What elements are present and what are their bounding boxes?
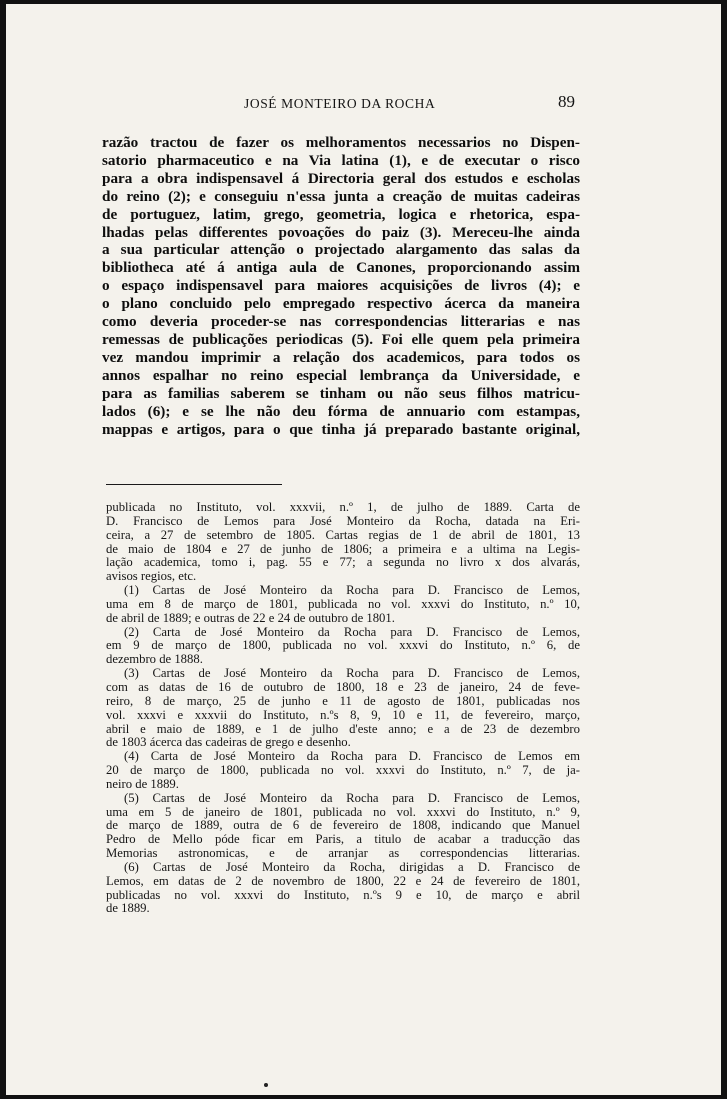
footnote-line: de março de 1889, outra de 6 de fevereiro de 1808, indicando que Manuel [106,818,580,833]
book-page [6,4,721,1095]
body-line: o plano concluido pelo empregado respectivo ácerca da maneira [102,295,580,313]
footnote-line: ceira, a 27 de setembro de 1805. Cartas regias de 1 de abril de 1801, 13 [106,527,580,542]
body-line: o espaço indispensavel para maiores acquisições de livros (4); e [102,277,580,295]
body-line: satorio pharmaceutico e na Via latina (1), e de executar o risco [102,151,580,169]
body-line: do reino (2); e conseguiu n'essa junta a creação de muitas cadeiras [102,187,580,205]
footnote-line: vol. xxxvi e xxxvii do Instituto, n.ºs 8, 9, 10 e 11, de fevereiro, março, [106,707,580,722]
footnote-line: abril e maio de 1889, e 1 de julho d'este anno; e a de 23 de dezembro [106,721,580,736]
footnote-line: (2) Carta de José Monteiro da Rocha para D. Francisco de Lemos, [124,624,580,639]
footnote-line: (6) Cartas de José Monteiro da Rocha, dirigidas a D. Francisco de [124,859,580,874]
body-line: a sua particular attenção o projectado alargamento das salas da [102,241,580,259]
body-line: lados (6); e se lhe não deu fórma de annuario com estampas, [102,402,580,420]
page-number: 89 [558,92,575,111]
footnote-line: publicadas no vol. xxxvi do Instituto, n.ºs 9 e 10, de março e abril [106,887,580,902]
footnote-line: de 1889. [106,901,150,916]
footnote-line: D. Francisco de Lemos para José Monteiro da Rocha, datada na Eri- [106,513,580,528]
footnote-line: neiro de 1889. [106,776,179,791]
footnote-line: uma em 8 de março de 1801, publicada no vol. xxxvi do Instituto, n.º 10, [106,596,580,611]
body-line: razão tractou de fazer os melhoramentos necessarios no Dispen- [102,134,580,151]
footnote-line: com as datas de 16 de outubro de 1800, 18 e 23 de janeiro, 24 de feve- [106,679,580,694]
footnote-line: lação academica, tomo i, pag. 55 e 77; a segunda no livro x dos alvarás, [106,555,580,570]
print-speck [264,1083,268,1087]
body-line: bibliotheca até á antiga aula de Canones, proporcionando assim [102,259,580,277]
footnotes [106,501,580,916]
footnote-line: avisos regios, etc. [106,569,197,584]
body-text [102,134,580,438]
body-line: para a obra indispensavel á Directoria geral dos estudos e escholas [102,169,580,187]
body-line: de portuguez, latim, grego, geometria, logica e rhetorica, espa- [102,205,580,223]
body-line: vez mandou imprimir a relação dos academicos, para todos os [102,348,580,366]
footnote-line: (3) Cartas de José Monteiro da Rocha para D. Francisco de Lemos, [124,666,580,681]
footnote-separator [106,484,282,485]
footnote-line: uma em 5 de janeiro de 1801, publicada no vol. xxxvi do Instituto, n.º 9, [106,804,580,819]
footnote-line: 20 de março de 1800, publicada no vol. xxxvi do Instituto, n.º 7, de ja- [106,763,580,778]
running-head: JOSÉ MONTEIRO DA ROCHA [244,96,436,111]
body-line: lhadas pelas differentes povoações do paiz (3). Mereceu-lhe ainda [102,223,580,241]
footnote-line: de 1803 ácerca das cadeiras de grego e desenho. [106,735,351,750]
footnote-line: de abril de 1889; e outras de 22 e 24 de outubro de 1801. [106,610,395,625]
body-line: remessas de publicações periodicas (5). Foi elle quem pela primeira [102,330,580,348]
footnote-line: de maio de 1804 e 27 de junho de 1806; a primeira e a ultima na Legis- [106,541,580,556]
body-line: annos espalhar no reino especial lembrança da Universidade, e [102,366,580,384]
body-line: para as familias saberem se tinham ou não seus filhos matricu- [102,384,580,402]
footnote-line: reiro, 8 de março, 25 de junho e 11 de agosto de 1801, publicadas nos [106,693,580,708]
footnote-line: dezembro de 1888. [106,652,203,667]
footnote-line: em 9 de março de 1800, publicada no vol. xxxvi do Instituto, n.º 6, de [106,638,580,653]
footnote-line: (5) Cartas de José Monteiro da Rocha para D. Francisco de Lemos, [124,790,580,805]
footnote-line: Memorias astronomicas, e de arranjar as correspondencias litterarias. [106,846,580,861]
footnote-line: Pedro de Mello póde ficar em Paris, a titulo de acabar a traducção das [106,832,580,847]
body-line: mappas e artigos, para o que tinha já preparado bastante original, [102,420,580,438]
footnote-line: Lemos, em datas de 2 de novembro de 1800, 22 e 24 de fevereiro de 1801, [106,873,580,888]
footnote-line: publicada no Instituto, vol. xxxvii, n.º 1, de julho de 1889. Carta de [106,500,580,514]
page-header [6,92,721,116]
footnote-line: (1) Cartas de José Monteiro da Rocha para D. Francisco de Lemos, [124,583,580,598]
body-line: como deveria proceder-se nas correspondencias litterarias e nas [102,313,580,331]
footnote-line: (4) Carta de José Monteiro da Rocha para D. Francisco de Lemos em [124,749,580,764]
